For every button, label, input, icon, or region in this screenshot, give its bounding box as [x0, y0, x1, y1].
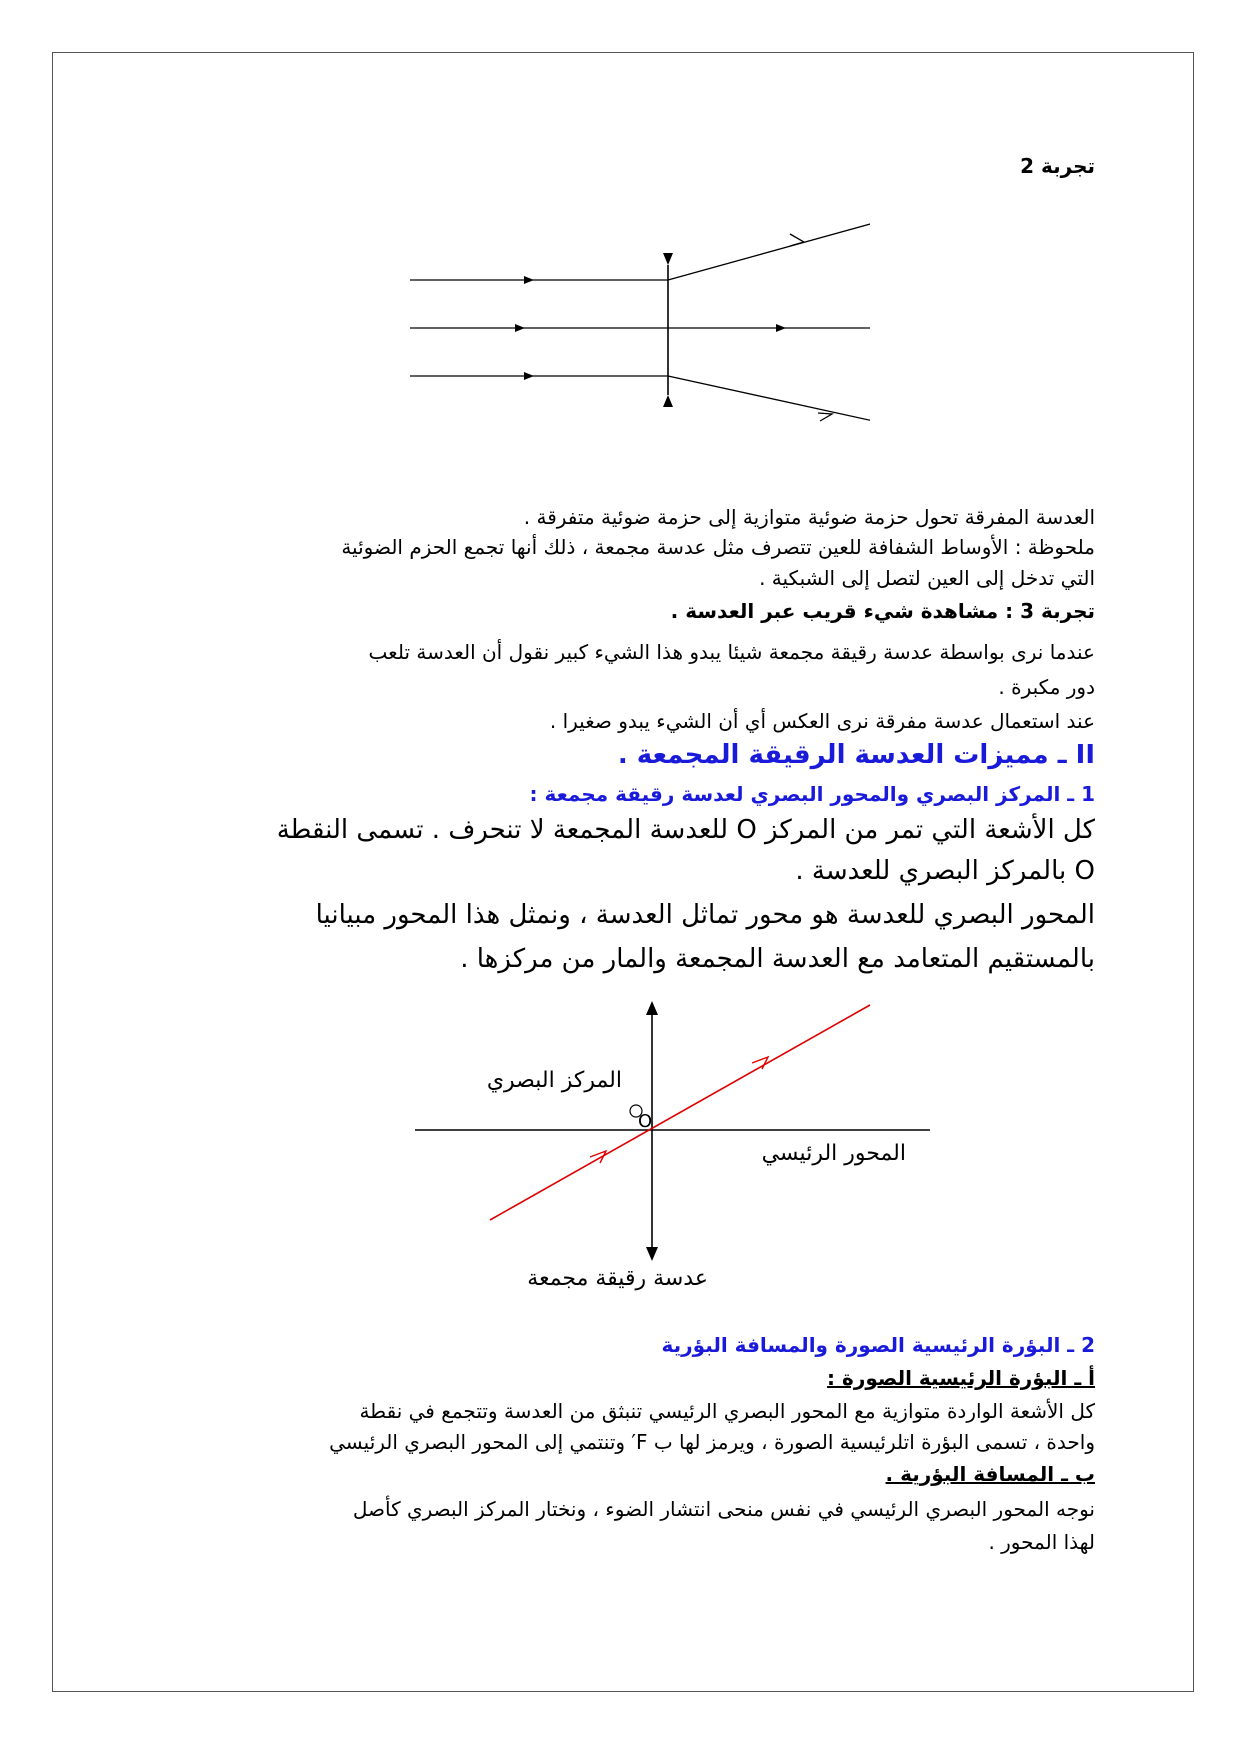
- lens-arrow-top: [646, 1001, 658, 1015]
- body-line-4: بالمستقيم المتعامد مع العدسة المجمعة والمار من مركزها .: [460, 944, 1095, 974]
- subsection-2a-line-2: واحدة ، تسمى البؤرة اتلرئيسية الصورة ، ويرمز لها ب F′ وتنتمي إلى المحور البصري الرئيسي: [329, 1430, 1095, 1454]
- subsection-2a-title: أ ـ البؤرة الرئيسية الصورة :: [827, 1366, 1095, 1390]
- arrowhead-bottom-out: [818, 413, 832, 421]
- subsection-2-title: 2 ـ البؤرة الرئيسية الصورة والمسافة البؤرية: [661, 1333, 1095, 1357]
- lens-arrow-top: [663, 253, 673, 265]
- section-2-title: II ـ مميزات العدسة الرقيقة المجمعة .: [617, 740, 1095, 770]
- lens-arrow-bottom: [663, 395, 673, 407]
- label-main-axis: المحور الرئيسي: [761, 1141, 906, 1166]
- diverging-lens-diagram: [400, 205, 870, 445]
- body-line-3: المحور البصري للعدسة هو محور تماثل العدسة ، ونمثل هذا المحور مبيانيا: [315, 900, 1095, 930]
- arrowhead-top-out: [790, 234, 804, 246]
- experiment-2-title: تجربة 2: [1020, 154, 1095, 178]
- subsection-2b-line-1: نوجه المحور البصري الرئيسي في نفس منحى انتشار الضوء ، ونختار المركز البصري كأصل: [352, 1497, 1095, 1521]
- experiment-3-line-3: عند استعمال عدسة مفرقة نرى العكس أي أن الشيء يبدو صغيرا .: [549, 709, 1095, 733]
- experiment-3-line-2: دور مكبرة .: [998, 675, 1095, 699]
- note-line-1: ملحوظة : الأوساط الشفافة للعين تتصرف مثل عدسة مجمعة ، ذلك أنها تجمع الحزم الضوئية: [341, 535, 1095, 559]
- emergent-ray-bottom: [668, 376, 870, 429]
- arrowhead-middle-out: [776, 324, 786, 332]
- subsection-2b-line-2: لهذا المحور .: [988, 1530, 1095, 1554]
- label-optical-center: المركز البصري: [486, 1068, 622, 1093]
- subsection-2b-title: ب ـ المسافة البؤرية .: [885, 1462, 1095, 1486]
- body-line-1: كل الأشعة التي تمر من المركز O للعدسة المجمعة لا تنحرف . تسمى النقطة: [276, 815, 1095, 845]
- paragraph-diverging-lens: العدسة المفرقة تحول حزمة ضوئية متوازية إلى حزمة ضوئية متفرقة .: [523, 505, 1095, 529]
- arrowhead-middle: [515, 324, 525, 332]
- label-converging-lens: عدسة رقيقة مجمعة: [527, 1266, 708, 1291]
- arrowhead-top: [524, 276, 534, 284]
- arrowhead-bottom: [524, 372, 534, 380]
- converging-lens-diagram: [410, 995, 970, 1295]
- ray-through-center: [490, 1005, 870, 1220]
- body-line-2: O بالمركز البصري للعدسة .: [795, 856, 1095, 886]
- experiment-3-line-1: عندما نرى بواسطة عدسة رقيقة مجمعة شيئا يبدو هذا الشيء كبير نقول أن العدسة تلعب: [368, 640, 1095, 664]
- subsection-1-title: 1 ـ المركز البصري والمحور البصري لعدسة رقيقة مجمعة :: [529, 782, 1095, 806]
- note-line-2: التي تدخل إلى العين لتصل إلى الشبكية .: [759, 566, 1095, 590]
- subsection-2a-line-1: كل الأشعة الواردة متوازية مع المحور البصري الرئيسي تنبثق من العدسة وتتجمع في نقطة: [359, 1399, 1095, 1423]
- label-o: O: [638, 1111, 653, 1132]
- emergent-ray-top: [668, 213, 870, 280]
- experiment-3-title: تجربة 3 : مشاهدة شيء قريب عبر العدسة .: [670, 599, 1095, 623]
- lens-arrow-bottom: [646, 1247, 658, 1261]
